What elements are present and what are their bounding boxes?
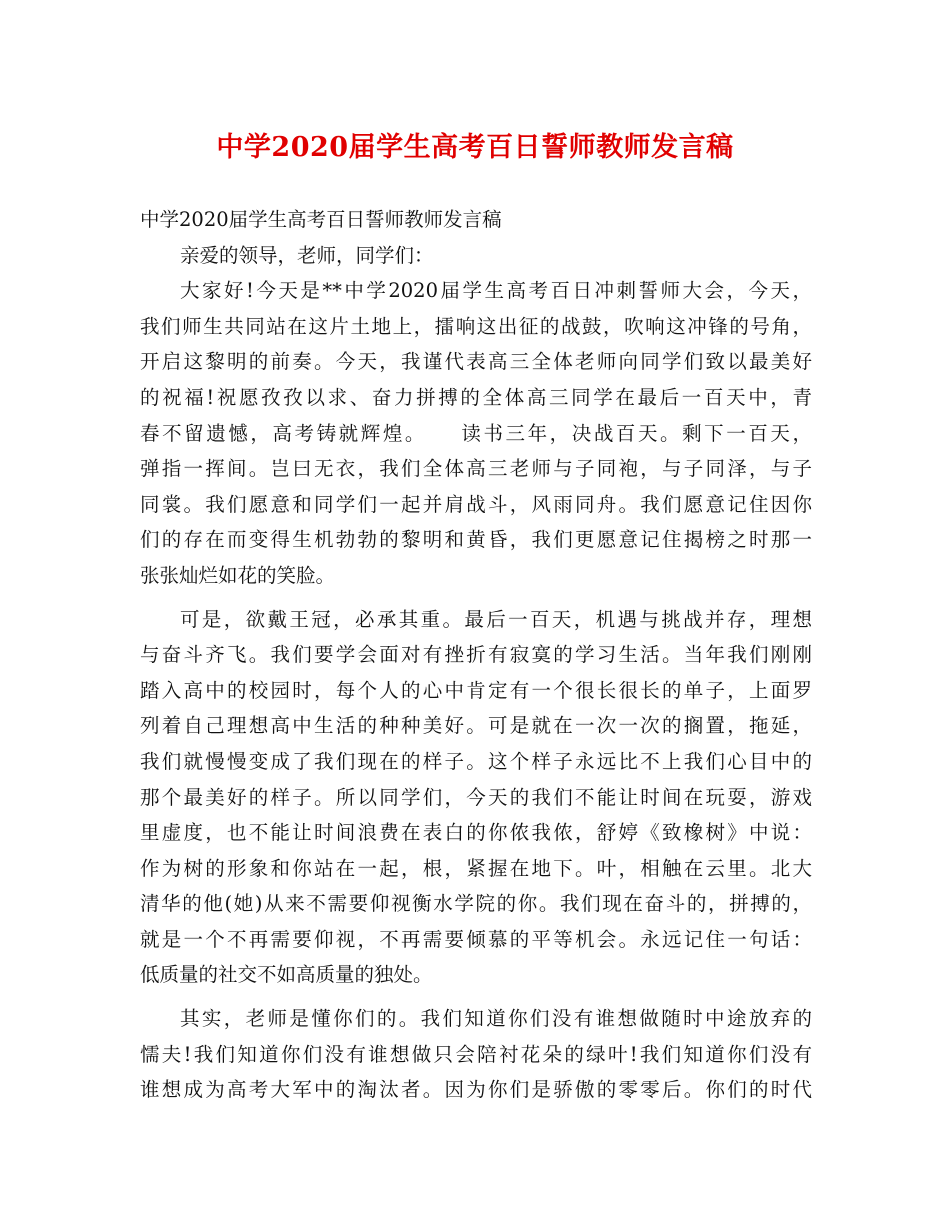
paragraph-line: 的祝福!祝愿孜孜以求、奋力拼搏的全体高三同学在最后一百天中，青	[140, 385, 812, 409]
paragraph-line: 同裳。我们愿意和同学们一起并肩战斗，风雨同舟。我们愿意记住因你	[140, 492, 812, 516]
paragraph-line: 列着自己理想高中生活的种种美好。可是就在一次一次的搁置，拖延，	[140, 714, 812, 738]
paragraph-line: 低质量的社交不如高质量的独处。	[140, 963, 433, 987]
paragraph-line: 我们就慢慢变成了我们现在的样子。这个样子永远比不上我们心目中的	[140, 749, 812, 773]
paragraph-line: 与奋斗齐飞。我们要学会面对有挫折有寂寞的学习生活。当年我们刚刚	[140, 643, 812, 667]
paragraph-line: 谁想成为高考大军中的淘汰者。因为你们是骄傲的零零后。你们的时代	[140, 1078, 812, 1102]
paragraph-line: 们的存在而变得生机勃勃的黎明和黄昏，我们更愿意记住揭榜之时那一	[140, 528, 812, 552]
body-heading-line: 中学2020届学生高考百日誓师教师发言稿	[140, 208, 502, 231]
paragraph-line: 弹指一挥间。岂曰无衣，我们全体高三老师与子同袍，与子同泽，与子	[140, 457, 812, 481]
paragraph-line: 开启这黎明的前奏。今天，我谨代表高三全体老师向同学们致以最美好	[140, 350, 812, 374]
salutation-line: 亲爱的领导，老师，同学们：	[180, 243, 434, 267]
paragraph-line: 春不留遗憾，高考铸就辉煌。 读书三年，决战百天。剩下一百天，	[140, 421, 812, 445]
paragraph-line: 懦夫!我们知道你们没有谁想做只会陪衬花朵的绿叶!我们知道你们没有	[140, 1042, 812, 1066]
paragraph-line: 可是，欲戴王冠，必承其重。最后一百天，机遇与挑战并存，理想	[180, 607, 812, 631]
paragraph-line: 张张灿烂如花的笑脸。	[140, 563, 336, 587]
paragraph-line: 作为树的形象和你站在一起，根，紧握在地下。叶，相触在云里。北大	[140, 856, 812, 880]
document-title: 中学2020届学生高考百日誓师教师发言稿	[216, 132, 734, 163]
paragraph-line: 那个最美好的样子。所以同学们，今天的我们不能让时间在玩耍，游戏	[140, 785, 812, 809]
paragraph-line: 其实，老师是懂你们的。我们知道你们没有谁想做随时中途放弃的	[180, 1007, 812, 1031]
paragraph-line: 大家好!今天是**中学2020届学生高考百日冲刺誓师大会，今天，	[180, 279, 812, 303]
paragraph-line: 里虚度，也不能让时间浪费在表白的你侬我侬，舒婷《致橡树》中说：	[140, 821, 812, 845]
paragraph-line: 我们师生共同站在这片土地上，擂响这出征的战鼓，吹响这冲锋的号角，	[140, 314, 812, 338]
document-body	[140, 202, 812, 1108]
paragraph-line: 就是一个不再需要仰视，不再需要倾慕的平等机会。永远记住一句话：	[140, 927, 812, 951]
paragraph-line: 踏入高中的校园时，每个人的心中肯定有一个很长很长的单子，上面罗	[140, 678, 812, 702]
paragraph-line: 清华的他(她)从来不需要仰视衡水学院的你。我们现在奋斗的，拼搏的，	[140, 892, 812, 916]
